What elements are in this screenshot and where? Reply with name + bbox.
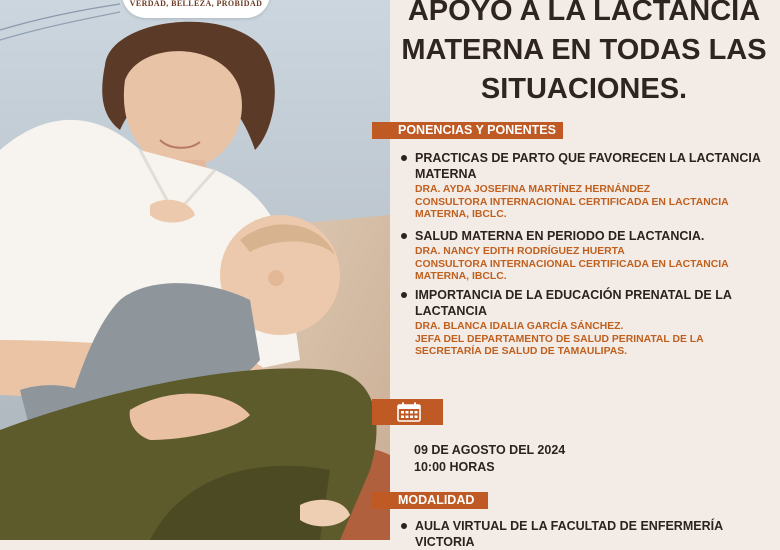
event-time: 10:00 HORAS [414, 459, 495, 474]
calendar-icon [397, 402, 421, 422]
talk-item [400, 287, 770, 359]
mother-and-baby-illustration [0, 0, 390, 540]
talk-item [400, 150, 770, 222]
talk-speaker: DRA. AYDA JOSEFINA MARTÍNEZ HERNÁNDEZ [415, 184, 651, 195]
date-section-label [372, 399, 443, 425]
event-datetime [414, 442, 565, 475]
event-info-panel [390, 0, 780, 549]
university-logo [122, 0, 270, 18]
talks-section-label: PONENCIAS Y PONENTES [372, 122, 563, 139]
hero-photo [0, 0, 390, 540]
logo-motto: VERDAD, BELLEZA, PROBIDAD [129, 0, 263, 8]
talk-topic: SALUD MATERNA EN PERIODO DE LACTANCIA. [400, 228, 770, 244]
talk-item [400, 228, 770, 284]
talk-speaker-role: CONSULTORA INTERNACIONAL CERTIFICADA EN LACTANCIA MATERNA, IBCLC. [415, 196, 729, 220]
talk-speaker-role: JEFA DEL DEPARTAMENTO DE SALUD PERINATAL DE LA SECRETARÍA DE SALUD DE TAMAULIPAS. [415, 333, 704, 357]
talk-topic: IMPORTANCIA DE LA EDUCACIÓN PRENATAL DE LA LACTANCIA [400, 287, 770, 319]
page-title: APOYO A LA LACTANCIA MATERNA EN TODAS LAS SITUACIONES. [401, 0, 767, 105]
talk-speaker: DRA. BLANCA IDALIA GARCÍA SÁNCHEZ. [415, 321, 624, 332]
talk-topic: PRACTICAS DE PARTO QUE FAVORECEN LA LACTANCIA MATERNA [400, 150, 770, 182]
modality-section-label: MODALIDAD [372, 492, 488, 509]
modality-item: AULA VIRTUAL DE LA FACULTAD DE ENFERMERÍA VICTORIA [400, 518, 770, 550]
talk-speaker: DRA. NANCY EDITH RODRÍGUEZ HUERTA [415, 246, 625, 257]
event-date: 09 DE AGOSTO DEL 2024 [414, 443, 566, 457]
talk-speaker-role: CONSULTORA INTERNACIONAL CERTIFICADA EN LACTANCIA MATERNA, IBCLC. [415, 258, 729, 282]
